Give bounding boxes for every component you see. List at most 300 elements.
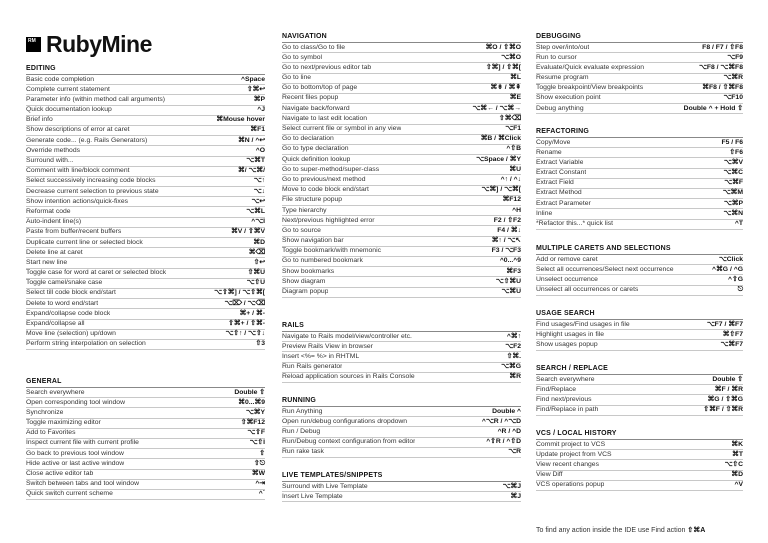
shortcut-keys: ⌥⇧U bbox=[246, 279, 265, 287]
shortcut-keys: ⌘E bbox=[509, 94, 521, 102]
shortcut-row bbox=[536, 138, 743, 148]
shortcut-row bbox=[282, 492, 521, 502]
shortcut-row bbox=[282, 175, 521, 185]
section-refactoring bbox=[536, 127, 743, 230]
shortcut-row bbox=[26, 330, 265, 340]
shortcut-row bbox=[26, 490, 265, 500]
shortcut-row bbox=[26, 146, 265, 156]
shortcut-row bbox=[282, 135, 521, 145]
shortcut-row bbox=[282, 216, 521, 226]
shortcut-action: Toggle camel/snake case bbox=[26, 279, 103, 287]
section-general bbox=[26, 377, 265, 500]
section-title: EDITING bbox=[26, 65, 56, 72]
shortcut-keys: ⌥⇧⌘] / ⌥⇧⌘[ bbox=[214, 289, 265, 297]
shortcut-action: Resume program bbox=[536, 74, 589, 82]
section-title: LIVE TEMPLATES/SNIPPETS bbox=[282, 472, 383, 479]
shortcut-row bbox=[26, 398, 265, 408]
shortcut-action: Highlight usages in file bbox=[536, 330, 605, 338]
shortcut-keys: ⇧⌘F / ⇧⌘R bbox=[703, 406, 743, 414]
shortcut-row bbox=[282, 363, 521, 373]
shortcut-action: Delete line at caret bbox=[26, 248, 83, 256]
shortcut-action: Start new line bbox=[26, 258, 68, 266]
shortcut-row bbox=[536, 385, 743, 395]
shortcut-keys: ⌥F9 bbox=[727, 53, 743, 61]
shortcut-action: Surround with... bbox=[26, 157, 74, 164]
section-title: DEBUGGING bbox=[536, 33, 581, 40]
shortcut-action: Quick switch current scheme bbox=[26, 490, 113, 498]
shortcut-keys: ⌥⌘T bbox=[246, 157, 265, 164]
shortcut-keys: ⇧ bbox=[259, 449, 265, 457]
shortcut-action: Run rake task bbox=[282, 448, 324, 456]
shortcut-action: Unselect occurrence bbox=[536, 275, 598, 283]
shortcut-action: Preview Rails View in browser bbox=[282, 342, 373, 350]
section-title: REFACTORING bbox=[536, 128, 590, 135]
shortcut-keys: ⇧⌘+ / ⇧⌘- bbox=[228, 320, 265, 327]
section-title: VCS / LOCAL HISTORY bbox=[536, 430, 617, 437]
shortcut-row bbox=[536, 209, 743, 219]
section-title: RAILS bbox=[282, 322, 304, 329]
shortcut-keys: Double ^ + Hold ⇧ bbox=[683, 104, 743, 112]
rubymine-logo-box: RM bbox=[26, 37, 41, 52]
shortcut-row bbox=[282, 125, 521, 135]
shortcut-action: Show bookmarks bbox=[282, 267, 335, 275]
shortcut-action: Diagram popup bbox=[282, 288, 329, 295]
shortcut-action: Navigate to last edit location bbox=[282, 114, 368, 122]
shortcut-keys: ⇧⌘U bbox=[247, 269, 265, 277]
shortcut-action: Move to code block end/start bbox=[282, 186, 369, 194]
shortcut-keys: F2 / ⇧F2 bbox=[493, 216, 521, 224]
shortcut-action: Select successively increasing code blocks bbox=[26, 177, 156, 185]
shortcut-row bbox=[26, 248, 265, 258]
shortcut-action: Type hierarchy bbox=[282, 206, 327, 214]
shortcut-row bbox=[26, 388, 265, 398]
shortcut-row bbox=[282, 277, 521, 287]
section-usage-search bbox=[536, 309, 743, 351]
shortcut-action: *Refactor this...* quick list bbox=[536, 220, 614, 227]
shortcut-row bbox=[282, 186, 521, 196]
shortcut-action: Generate code... (e.g. Rails Generators) bbox=[26, 136, 148, 144]
shortcut-keys: ⌥⌘G bbox=[501, 363, 521, 371]
shortcut-action: Go to type declaration bbox=[282, 145, 349, 153]
shortcut-keys: ⌥F8 / ⌥⌘F8 bbox=[699, 63, 743, 71]
shortcut-row bbox=[282, 43, 521, 53]
shortcut-row bbox=[536, 220, 743, 230]
shortcut-action: Find next/previous bbox=[536, 395, 592, 403]
shortcut-row bbox=[536, 255, 743, 265]
shortcut-action: Extract Variable bbox=[536, 158, 584, 166]
shortcut-action: Show descriptions of error at caret bbox=[26, 126, 130, 134]
shortcut-keys: ^⇥ bbox=[255, 480, 265, 488]
shortcut-keys: ⌥⌘] / ⌥⌘[ bbox=[481, 186, 521, 194]
shortcut-keys: ⌥⌦ / ⌥⌫ bbox=[224, 299, 265, 307]
shortcut-action: Run to cursor bbox=[536, 53, 577, 61]
shortcut-keys: Double ^ bbox=[492, 407, 521, 415]
shortcut-action: Show intention actions/quick-fixes bbox=[26, 197, 129, 205]
shortcut-keys: ⌥F7 / ⌘F7 bbox=[706, 320, 743, 328]
shortcut-action: Next/previous highlighted error bbox=[282, 216, 375, 224]
shortcut-row bbox=[536, 169, 743, 179]
footer-text: To find any action inside the IDE use Find action bbox=[536, 527, 686, 534]
shortcut-keys: ⇧⌘] / ⇧⌘[ bbox=[485, 63, 521, 71]
shortcut-keys: ⌘J bbox=[510, 492, 521, 500]
shortcut-action: Step over/into/out bbox=[536, 43, 590, 51]
shortcut-row bbox=[282, 407, 521, 417]
shortcut-keys: F5 / F6 bbox=[721, 138, 743, 146]
shortcut-keys: ⌥⇧F bbox=[247, 429, 265, 437]
shortcut-action: View recent changes bbox=[536, 460, 599, 468]
shortcut-keys: ⌘V / ⇧⌘V bbox=[230, 228, 265, 236]
shortcut-keys: ⌘F12 bbox=[502, 196, 521, 204]
shortcut-row bbox=[26, 408, 265, 418]
shortcut-row bbox=[282, 417, 521, 427]
shortcut-action: Open corresponding tool window bbox=[26, 398, 125, 406]
shortcut-action: Navigate to Rails model/view/controller etc. bbox=[282, 332, 412, 340]
shortcut-keys: ⌥⌘U bbox=[501, 288, 521, 295]
shortcut-keys: ⌘F8 / ⇧⌘F8 bbox=[702, 84, 743, 92]
shortcut-action: Select till code block end/start bbox=[26, 289, 116, 297]
shortcut-action: File structure popup bbox=[282, 196, 343, 204]
shortcut-action: Extract Field bbox=[536, 179, 574, 187]
shortcut-row bbox=[536, 481, 743, 491]
shortcut-keys: ^T bbox=[734, 220, 743, 227]
shortcut-keys: ⌥F1 bbox=[505, 125, 521, 132]
shortcut-row bbox=[536, 275, 743, 285]
shortcut-row bbox=[282, 267, 521, 277]
shortcut-row bbox=[26, 126, 265, 136]
shortcut-keys: ⇧⎋ bbox=[253, 459, 265, 467]
shortcut-row bbox=[282, 332, 521, 342]
shortcut-keys: ⌥⌘M bbox=[722, 189, 743, 197]
shortcut-row bbox=[26, 340, 265, 350]
shortcut-row bbox=[26, 439, 265, 449]
shortcut-keys: ⌥⇧I bbox=[249, 439, 265, 447]
shortcut-row bbox=[282, 145, 521, 155]
shortcut-action: Basic code completion bbox=[26, 75, 95, 83]
section-running bbox=[282, 396, 521, 458]
shortcut-action: Insert Live Template bbox=[282, 492, 343, 500]
shortcut-keys: ^⌥I bbox=[251, 218, 265, 226]
shortcut-row bbox=[282, 288, 521, 298]
shortcut-row bbox=[536, 440, 743, 450]
shortcut-keys: ⌘L bbox=[510, 74, 521, 82]
shortcut-keys: ⌘R bbox=[509, 373, 521, 381]
shortcut-keys: ⌘F1 bbox=[250, 126, 265, 134]
shortcut-keys: ^0...^9 bbox=[499, 257, 521, 265]
shortcut-row bbox=[282, 104, 521, 114]
shortcut-row bbox=[26, 279, 265, 289]
shortcut-action: Insert <%= %> in RHTML bbox=[282, 352, 360, 360]
shortcut-keys: ⌥⌘F7 bbox=[720, 340, 743, 348]
shortcut-row bbox=[536, 63, 743, 73]
shortcut-row bbox=[26, 95, 265, 105]
shortcut-row bbox=[26, 449, 265, 459]
shortcut-action: Show execution point bbox=[536, 94, 601, 102]
shortcut-keys: ^⌘↑ bbox=[506, 332, 521, 340]
shortcut-action: Run / Debug bbox=[282, 427, 321, 435]
shortcut-keys: Double ⇧ bbox=[234, 388, 265, 396]
rubymine-logo bbox=[26, 31, 152, 58]
shortcut-action: Close active editor tab bbox=[26, 470, 94, 477]
shortcut-action: Hide active or last active window bbox=[26, 459, 125, 467]
shortcut-action: Find/Replace bbox=[536, 385, 577, 393]
footer-hint bbox=[536, 526, 705, 534]
shortcut-row bbox=[536, 53, 743, 63]
shortcut-action: Evaluate/Quick evaluate expression bbox=[536, 63, 645, 71]
shortcut-row bbox=[536, 84, 743, 94]
shortcut-keys: ^` bbox=[258, 490, 265, 498]
shortcut-keys: ⇧⌘F12 bbox=[240, 419, 265, 427]
shortcut-keys: ⌥↑ bbox=[253, 177, 265, 185]
shortcut-action: VCS operations popup bbox=[536, 481, 605, 489]
shortcut-row bbox=[26, 136, 265, 146]
shortcut-row bbox=[26, 106, 265, 116]
shortcut-action: Toggle breakpoint/View breakpoints bbox=[536, 84, 644, 92]
shortcut-action: Add to Favorites bbox=[26, 429, 76, 437]
shortcut-action: Show navigation bar bbox=[282, 237, 344, 245]
shortcut-keys: ⌥⌘J bbox=[502, 482, 521, 490]
shortcut-action: Show usages popup bbox=[536, 340, 598, 348]
shortcut-keys: ^⌘G / ^G bbox=[712, 265, 743, 273]
shortcut-row bbox=[26, 459, 265, 469]
shortcut-action: Go to line bbox=[282, 74, 312, 82]
section-title: MULTIPLE CARETS AND SELECTIONS bbox=[536, 245, 671, 252]
shortcut-action: Go to class/Go to file bbox=[282, 43, 346, 51]
section-search-replace bbox=[536, 364, 743, 416]
shortcut-row bbox=[282, 237, 521, 247]
shortcut-action: Copy/Move bbox=[536, 138, 571, 146]
shortcut-keys: ⌥↓ bbox=[253, 187, 265, 195]
shortcut-row bbox=[536, 460, 743, 470]
shortcut-row bbox=[282, 373, 521, 383]
shortcut-keys: ⇧⌘. bbox=[506, 352, 521, 360]
shortcut-keys: ^↑ / ^↓ bbox=[500, 175, 521, 183]
section-multiple-carets bbox=[536, 244, 743, 296]
shortcut-row bbox=[282, 206, 521, 216]
section-title: GENERAL bbox=[26, 378, 62, 385]
shortcut-keys: ⌘↑ / ⌥↖ bbox=[491, 237, 521, 245]
shortcut-row bbox=[26, 289, 265, 299]
shortcut-keys: ⌘D bbox=[731, 471, 743, 479]
shortcut-keys: ⌥⇧⌘U bbox=[495, 277, 521, 285]
shortcut-keys: ⌥⌘C bbox=[723, 169, 743, 177]
shortcut-action: Extract Constant bbox=[536, 169, 587, 177]
shortcut-row bbox=[26, 480, 265, 490]
shortcut-row bbox=[282, 427, 521, 437]
shortcut-row bbox=[282, 482, 521, 492]
shortcut-row bbox=[282, 155, 521, 165]
shortcut-row bbox=[536, 158, 743, 168]
shortcut-row bbox=[536, 43, 743, 53]
shortcut-action: Reload application sources in Rails Console bbox=[282, 373, 415, 381]
shortcut-action: Extract Method bbox=[536, 189, 582, 197]
shortcut-row bbox=[26, 258, 265, 268]
shortcut-keys: ⎋ bbox=[737, 286, 743, 294]
rubymine-logo-text: RubyMine bbox=[46, 31, 152, 57]
shortcut-keys: ⌥⌘P bbox=[723, 199, 743, 207]
shortcut-row bbox=[26, 238, 265, 248]
shortcut-action: Perform string interpolation on selection bbox=[26, 340, 146, 348]
shortcut-row bbox=[536, 320, 743, 330]
shortcut-keys: ⌥↩ bbox=[251, 197, 265, 205]
shortcut-row bbox=[26, 177, 265, 187]
shortcut-keys: ⌥F10 bbox=[723, 94, 743, 102]
shortcut-row bbox=[26, 85, 265, 95]
section-title: NAVIGATION bbox=[282, 33, 327, 40]
shortcut-row bbox=[26, 228, 265, 238]
shortcut-action: Reformat code bbox=[26, 207, 71, 215]
shortcut-row bbox=[282, 342, 521, 352]
shortcut-row bbox=[536, 148, 743, 158]
shortcut-row bbox=[26, 429, 265, 439]
shortcut-keys: ^J bbox=[257, 106, 265, 114]
shortcut-keys: ⌥⌘L bbox=[246, 207, 265, 215]
shortcut-keys: ⌘+ / ⌘- bbox=[239, 309, 265, 317]
shortcut-row bbox=[282, 74, 521, 84]
shortcut-action: Go to symbol bbox=[282, 53, 323, 61]
shortcut-row bbox=[536, 199, 743, 209]
shortcut-action: Auto-indent line(s) bbox=[26, 218, 82, 226]
shortcut-action: Add or remove caret bbox=[536, 255, 598, 263]
shortcut-keys: ⇧3 bbox=[255, 340, 265, 348]
shortcut-action: Inline bbox=[536, 209, 553, 217]
shortcut-action: Synchronize bbox=[26, 408, 64, 416]
shortcut-action: Parameter info (within method call arguments) bbox=[26, 95, 166, 103]
shortcut-row bbox=[536, 94, 743, 104]
shortcut-row bbox=[282, 53, 521, 63]
shortcut-action: Expand/collapse code block bbox=[26, 309, 111, 317]
shortcut-keys: ⌥Click bbox=[718, 255, 743, 263]
shortcut-keys: ⌥⌘V bbox=[723, 158, 743, 166]
shortcut-row bbox=[536, 179, 743, 189]
shortcut-keys: ⌥R bbox=[508, 448, 521, 456]
shortcut-row bbox=[26, 320, 265, 330]
shortcut-keys: ^Space bbox=[241, 75, 265, 83]
section-live-templates bbox=[282, 471, 521, 502]
shortcut-keys: ⌥⌘N bbox=[723, 209, 743, 217]
shortcut-action: Move line (selection) up/down bbox=[26, 330, 116, 338]
shortcut-action: Search everywhere bbox=[26, 388, 85, 396]
shortcut-keys: F8 / F7 / ⇧F8 bbox=[702, 43, 743, 51]
shortcut-row bbox=[536, 471, 743, 481]
shortcut-row bbox=[26, 187, 265, 197]
shortcut-keys: ⌘⇟ / ⌘⇞ bbox=[490, 84, 521, 92]
shortcut-action: Go to bottom/top of page bbox=[282, 84, 358, 92]
shortcut-row bbox=[282, 196, 521, 206]
shortcut-action: Switch between tabs and tool window bbox=[26, 480, 139, 488]
shortcut-row bbox=[536, 375, 743, 385]
section-rails bbox=[282, 321, 521, 383]
shortcut-keys: ⌥⌘← / ⌥⌘→ bbox=[472, 104, 521, 112]
shortcut-row bbox=[536, 340, 743, 350]
shortcut-keys: ⌘0...⌘9 bbox=[238, 398, 265, 406]
shortcut-action: Go to declaration bbox=[282, 135, 334, 143]
shortcut-row bbox=[26, 75, 265, 85]
shortcut-action: Go to source bbox=[282, 226, 321, 234]
shortcut-keys: ^O bbox=[255, 146, 265, 154]
shortcut-row bbox=[282, 438, 521, 448]
shortcut-action: Update project from VCS bbox=[536, 450, 612, 458]
shortcut-action: Navigate back/forward bbox=[282, 104, 350, 112]
shortcut-action: Paste from buffer/recent buffers bbox=[26, 228, 122, 236]
footer-keys: ⇧⌘A bbox=[687, 527, 706, 534]
shortcut-action: Inspect current file with current profile bbox=[26, 439, 139, 447]
shortcut-row bbox=[536, 286, 743, 296]
shortcut-action: Brief info bbox=[26, 116, 53, 124]
shortcut-row bbox=[26, 419, 265, 429]
shortcut-action: Search everywhere bbox=[536, 375, 595, 383]
shortcut-action: View Diff bbox=[536, 471, 563, 479]
shortcut-row bbox=[536, 104, 743, 114]
shortcut-row bbox=[536, 450, 743, 460]
section-title: SEARCH / REPLACE bbox=[536, 365, 609, 372]
section-vcs bbox=[536, 429, 743, 491]
shortcut-action: Run Anything bbox=[282, 407, 323, 415]
shortcut-action: Toggle maximizing editor bbox=[26, 419, 101, 427]
shortcut-action: Override methods bbox=[26, 146, 81, 154]
shortcut-keys: ⌘F / ⌘R bbox=[714, 385, 743, 393]
shortcut-row bbox=[282, 448, 521, 458]
shortcut-keys: ⌘⇧F7 bbox=[722, 330, 743, 338]
shortcut-row bbox=[26, 197, 265, 207]
shortcut-row bbox=[282, 165, 521, 175]
shortcut-action: Surround with Live Template bbox=[282, 482, 368, 490]
shortcut-row bbox=[536, 265, 743, 275]
shortcut-keys: F4 / ⌘↓ bbox=[497, 226, 521, 234]
shortcut-row bbox=[282, 84, 521, 94]
section-title: RUNNING bbox=[282, 397, 317, 404]
shortcut-keys: ⌥⇧↑ / ⌥⇧↓ bbox=[225, 330, 265, 338]
shortcut-row bbox=[26, 269, 265, 279]
shortcut-keys: ⌥⌘F bbox=[724, 179, 743, 187]
shortcut-row bbox=[26, 309, 265, 319]
shortcut-keys: ⌘K bbox=[731, 440, 743, 448]
shortcut-action: Toggle case for word at caret or selected block bbox=[26, 269, 167, 277]
shortcut-keys: ^⇧R / ^⇧D bbox=[486, 438, 521, 446]
shortcut-action: Duplicate current line or selected block bbox=[26, 238, 143, 246]
shortcut-action: Commit project to VCS bbox=[536, 440, 606, 448]
shortcut-keys: ^⇧B bbox=[506, 145, 521, 153]
shortcut-action: Expand/collapse all bbox=[26, 320, 85, 327]
shortcut-row bbox=[26, 299, 265, 309]
shortcut-keys: ^H bbox=[512, 206, 521, 214]
shortcut-action: Comment with line/block comment bbox=[26, 167, 130, 175]
shortcut-action: Open run/debug configurations dropdown bbox=[282, 417, 408, 425]
shortcut-keys: ^V bbox=[734, 481, 743, 489]
shortcut-row bbox=[282, 247, 521, 257]
shortcut-action: Run/Debug context configuration from editor bbox=[282, 438, 416, 446]
shortcut-row bbox=[282, 114, 521, 124]
shortcut-row bbox=[536, 330, 743, 340]
shortcut-action: Quick documentation lookup bbox=[26, 106, 112, 114]
shortcut-keys: ⇧F6 bbox=[729, 148, 743, 156]
shortcut-action: Decrease current selection to previous state bbox=[26, 187, 159, 195]
shortcut-action: Quick definition lookup bbox=[282, 155, 351, 163]
shortcut-row bbox=[282, 257, 521, 267]
section-navigation bbox=[282, 32, 521, 298]
shortcut-action: Find/Replace in path bbox=[536, 406, 599, 414]
shortcut-action: Go to previous/next method bbox=[282, 175, 366, 183]
shortcut-keys: ⌘D bbox=[253, 238, 265, 246]
shortcut-row bbox=[26, 207, 265, 217]
shortcut-action: Go to numbered bookmark bbox=[282, 257, 363, 265]
section-debugging bbox=[536, 32, 743, 114]
section-title: USAGE SEARCH bbox=[536, 310, 595, 317]
shortcut-keys: ⌥⌘R bbox=[723, 74, 743, 82]
shortcut-keys: ⌥F2 bbox=[505, 342, 521, 350]
shortcut-keys: ^R / ^D bbox=[497, 427, 521, 435]
shortcut-action: Complete current statement bbox=[26, 85, 110, 93]
shortcut-keys: ⌘P bbox=[253, 95, 265, 103]
